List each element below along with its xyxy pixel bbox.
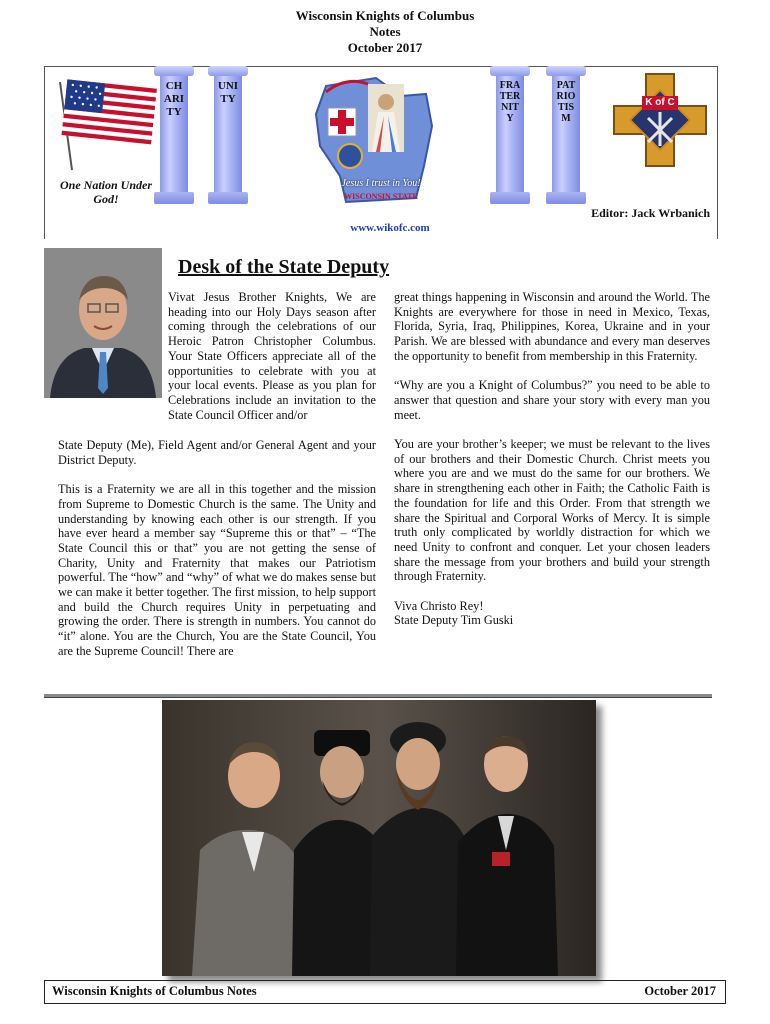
article-right-paragraph-2: “Why are you a Knight of Columbus?” you need to be able to answer that question and share your story with every man you meet. <box>394 378 710 422</box>
footer-title: Wisconsin Knights of Columbus Notes <box>52 984 257 998</box>
pillar-unity <box>208 66 248 206</box>
article-closing: Viva Christo Rey! <box>394 598 484 613</box>
group-photo <box>162 700 596 976</box>
pillar-patriotism <box>546 66 586 206</box>
newsletter-name: Wisconsin Knights of Columbus <box>295 8 475 23</box>
pillar-unity-label: UNITY <box>217 80 239 105</box>
motto: One Nation Under God! <box>59 178 152 206</box>
article-right-paragraph-1: great things happening in Wisconsin and around the World. The Knights are everywhere for those in need in Mexico, Texas, Florida, Syria, Iraq, Philippines, Korea, Ukraine and in your Parish. We are blessed with abundance and every man deserves the opportunity to benefit from membership in this Fraternity. <box>394 290 710 363</box>
pillar-patriotism-label: PATRIOTISM <box>556 80 576 124</box>
article-paragraph-2: This is a Fraternity we are all in this together and the mission from Supreme to Domestic Church is the same. The Unity and understanding by knowing each other is our strength. If you have ever heard a member say “Supreme this or that” – “The State Council this or that” you are not getting the sense of Charity, Unity and Fraternity that makes our Patriotism powerful. The “how” and “why” of what we do makes sense but we can make it better together. The first mission, to help support and build the Church requires Unity in perpetuating and growing the order. There is strength in numbers. You cannot do “it” alone. You are the Church, You are the State Council, You are the Supreme Council! There are <box>58 482 376 658</box>
pillar-fraternity <box>490 66 530 206</box>
pillar-charity-label: CHARITY <box>163 80 185 118</box>
article-heading: Desk of the State Deputy <box>178 256 390 278</box>
kofc-letters: K of C <box>645 97 675 108</box>
state-deputy-portrait <box>44 248 162 398</box>
emblem-subtext: WISCONSIN STATE <box>344 192 418 201</box>
article-right-column <box>394 290 710 628</box>
footer-date: October 2017 <box>644 984 716 998</box>
emblem-motto: Jesus I trust in You! <box>341 178 421 189</box>
us-flag-icon <box>50 74 160 174</box>
section-divider <box>44 694 712 698</box>
pillar-fraternity-label: FRATERNITY <box>499 80 521 124</box>
masthead-title <box>0 8 770 56</box>
newsletter-date: October 2017 <box>347 40 423 55</box>
newsletter-subtitle: Notes <box>369 24 401 39</box>
article-left-column <box>58 438 376 673</box>
article-signature: State Deputy Tim Guski <box>394 613 514 628</box>
wisconsin-state-emblem <box>306 66 446 216</box>
kofc-emblem-icon <box>612 72 708 168</box>
editor-credit: Editor: Jack Wrbanich <box>591 206 710 220</box>
article-intro: Vivat Jesus Brother Knights, We are heading into our Holy Days season after coming through the celebrations of our Heroic Patron Christopher Columbus. Your State Officers appreciate all of the opportunities to celebrate with you at your local events. Please as you plan for Celebrations include an invitation to the State Council Officer and/or <box>168 290 376 422</box>
pillar-charity <box>154 66 194 206</box>
article-right-paragraph-3: You are your brother’s keeper; we must be relevant to the lives of our brothers and their Domestic Church. Christ meets you where you are and we must do the same for our brothers. We share in strengthening each other in Faith; the Catholic Faith is the foundation for life and this Order. From that strength we share the Spiritual and Corporal Works of Mercy. It is simple truth only complicated by worldly distraction for which we need Unity to confront and conquer. Let your chosen leaders share the message from your brothers and build your strength through Fraternity. <box>394 437 710 584</box>
website-link[interactable]: www.wikofc.com <box>350 222 430 234</box>
article-intro-continued: State Deputy (Me), Field Agent and/or General Agent and your District Deputy. <box>58 438 376 467</box>
